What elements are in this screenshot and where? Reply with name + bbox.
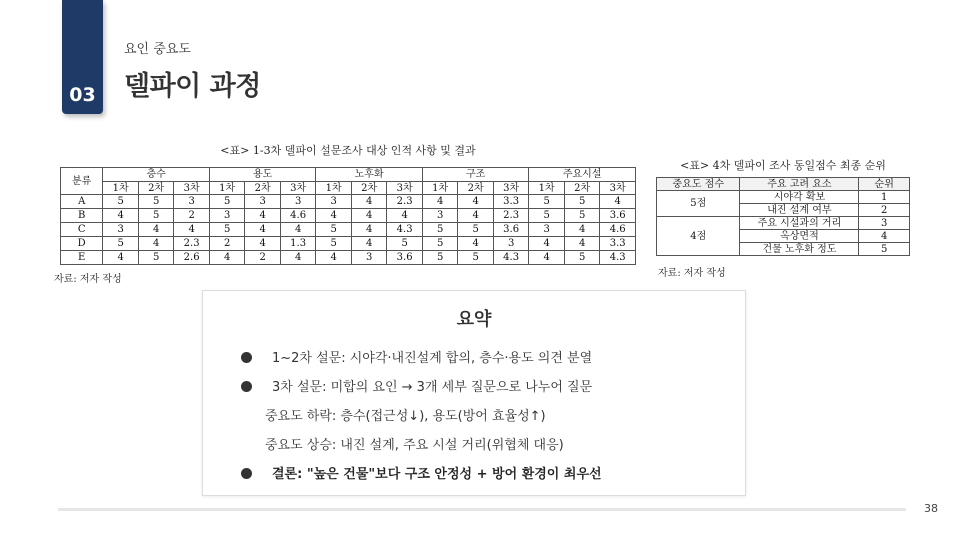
footer-divider	[58, 508, 906, 511]
table1-group-header: 구조	[422, 168, 529, 182]
table1-source: 자료: 저자 작성	[54, 274, 122, 285]
table1-cell: 5	[138, 251, 174, 265]
table2-factor-cell: 시야각 확보	[740, 191, 859, 204]
slide-subtitle: 요인 중요도	[124, 42, 191, 57]
table1-cell: 3	[245, 195, 281, 209]
table1-cell: 4	[529, 237, 565, 251]
table-row	[61, 223, 636, 237]
section-number: 03	[69, 84, 96, 106]
table1-cell: 4	[564, 223, 600, 237]
bullet-icon	[241, 352, 252, 363]
table1-cell: 2.3	[493, 209, 529, 223]
table1-cell: 2.3	[387, 195, 423, 209]
table1-cell: 2.6	[174, 251, 210, 265]
table1-cell: 4	[316, 209, 352, 223]
table1-group-header: 층수	[103, 168, 210, 182]
summary-box	[202, 290, 746, 496]
table1-cell: 3	[280, 195, 316, 209]
table1-cell: 4.6	[600, 223, 636, 237]
table-row	[61, 237, 636, 251]
table1-subheader: 2차	[564, 182, 600, 195]
table1-cell: 4.3	[600, 251, 636, 265]
table1-cell: 4	[458, 209, 494, 223]
table1-cell: 4	[280, 223, 316, 237]
bullet-icon	[241, 468, 252, 479]
table1-cell: 5	[209, 223, 245, 237]
table1-cell: 4	[138, 223, 174, 237]
table1-cell: 5	[103, 237, 139, 251]
table1-cell: 4	[280, 251, 316, 265]
table1-cell: 4	[245, 209, 281, 223]
table1-subheader: 1차	[209, 182, 245, 195]
bullet-icon	[241, 381, 252, 392]
table1-cell: 4	[458, 237, 494, 251]
summary-sub-line: 중요도 상승: 내진 설계, 주요 시설 거리(위협체 대응)	[265, 438, 564, 453]
table1-cell: 4	[351, 195, 387, 209]
table1-subheader: 3차	[280, 182, 316, 195]
table1-cell: 4	[458, 195, 494, 209]
summary-sub-line: 중요도 하락: 층수(접근성↓), 용도(방어 효율성↑)	[265, 409, 546, 424]
table1-corner-header: 분류	[61, 168, 103, 195]
table2-factor-cell: 주요 시설과의 거리	[740, 217, 859, 230]
summary-conclusion	[241, 463, 602, 482]
table1-cell: 5	[564, 209, 600, 223]
table1-cell: 2	[174, 209, 210, 223]
table1-cell: 2.3	[174, 237, 210, 251]
table1-cell: 4.6	[280, 209, 316, 223]
table2-score-cell: 5점	[657, 191, 740, 217]
table1-cell: 4	[351, 237, 387, 251]
table2-rank-cell: 2	[859, 204, 910, 217]
table1-subheader: 1차	[529, 182, 565, 195]
table1-cell: 5	[138, 209, 174, 223]
table-row	[61, 251, 636, 265]
table1-cell: 1.3	[280, 237, 316, 251]
table1-cell: 3	[209, 209, 245, 223]
table1-cell: 3	[493, 237, 529, 251]
table2-factor-cell: 내진 설계 여부	[740, 204, 859, 217]
table1-subheader: 3차	[387, 182, 423, 195]
table1-cell: 3	[174, 195, 210, 209]
table1-cell: 5	[458, 251, 494, 265]
table1-row-label: C	[61, 223, 103, 237]
table2-header: 중요도 점수	[657, 178, 740, 191]
table1-cell: 5	[103, 195, 139, 209]
table-row	[61, 209, 636, 223]
slide-title: 델파이 과정	[124, 71, 261, 102]
table1-cell: 4	[564, 237, 600, 251]
table2-rank-cell: 1	[859, 191, 910, 204]
summary-bullet	[241, 376, 592, 395]
table1-row-label: B	[61, 209, 103, 223]
table2-source: 자료: 저자 작성	[658, 268, 726, 279]
table1-cell: 4	[316, 251, 352, 265]
table1-cell: 4	[351, 223, 387, 237]
table1-cell: 4.3	[387, 223, 423, 237]
table1-cell: 3.6	[493, 223, 529, 237]
table1-cell: 3.6	[387, 251, 423, 265]
table1-cell: 4	[351, 209, 387, 223]
table1-cell: 5	[138, 195, 174, 209]
table1-cell: 3.3	[600, 237, 636, 251]
table1-cell: 5	[458, 223, 494, 237]
table2-header: 주요 고려 요소	[740, 178, 859, 191]
table1-group-header: 용도	[209, 168, 316, 182]
table1-cell: 5	[422, 237, 458, 251]
table1-cell: 3.3	[493, 195, 529, 209]
table1-subheader: 2차	[245, 182, 281, 195]
table1-cell: 5	[209, 195, 245, 209]
table2-factor-cell: 건물 노후화 정도	[740, 243, 859, 256]
summary-text: 결론: "높은 건물"보다 구조 안정성 + 방어 환경이 최우선	[272, 467, 602, 482]
table1-cell: 3	[529, 223, 565, 237]
table1-cell: 3	[103, 223, 139, 237]
table1-subheader: 2차	[351, 182, 387, 195]
table1-cell: 5	[422, 251, 458, 265]
table1-group-header: 주요시설	[529, 168, 636, 182]
table1-subheader: 3차	[600, 182, 636, 195]
table2-score-cell: 4점	[657, 217, 740, 256]
table1-row-label: E	[61, 251, 103, 265]
table1-subheader: 1차	[316, 182, 352, 195]
table1-caption: <표> 1-3차 델파이 설문조사 대상 인적 사항 및 결과	[220, 144, 476, 157]
table1-cell: 3	[316, 195, 352, 209]
table2-rank-cell: 3	[859, 217, 910, 230]
summary-title: 요약	[456, 309, 492, 330]
table1-cell: 5	[529, 209, 565, 223]
table-row	[61, 195, 636, 209]
table1-cell: 4	[103, 209, 139, 223]
table1-row-label: A	[61, 195, 103, 209]
table1-cell: 4	[138, 237, 174, 251]
table1-cell: 4	[209, 251, 245, 265]
table1-cell: 5	[387, 237, 423, 251]
table1-cell: 4	[174, 223, 210, 237]
final-rank-table	[656, 177, 910, 256]
table1-cell: 3.6	[600, 209, 636, 223]
page-number: 38	[924, 502, 938, 515]
table1-subheader: 2차	[138, 182, 174, 195]
table2-factor-cell: 옥상면적	[740, 230, 859, 243]
table1-cell: 4	[422, 195, 458, 209]
table1-cell: 3	[351, 251, 387, 265]
table1-cell: 4	[245, 223, 281, 237]
table1-cell: 5	[564, 195, 600, 209]
table2-header: 순위	[859, 178, 910, 191]
table1-cell: 5	[529, 195, 565, 209]
table1-cell: 2	[245, 251, 281, 265]
table1-subheader: 2차	[458, 182, 494, 195]
section-badge	[62, 0, 103, 114]
table1-cell: 2	[209, 237, 245, 251]
table1-cell: 4	[245, 237, 281, 251]
table1-cell: 5	[564, 251, 600, 265]
summary-bullet	[241, 347, 592, 366]
table1-cell: 5	[316, 237, 352, 251]
table1-row-label: D	[61, 237, 103, 251]
table1-cell: 4	[600, 195, 636, 209]
table2-rank-cell: 5	[859, 243, 910, 256]
summary-text: 3차 설문: 미합의 요인 → 3개 세부 질문으로 나누어 질문	[272, 380, 593, 395]
table1-cell: 4.3	[493, 251, 529, 265]
table1-cell: 4	[103, 251, 139, 265]
table1-group-header: 노후화	[316, 168, 423, 182]
table1-cell: 5	[316, 223, 352, 237]
table1-cell: 4	[387, 209, 423, 223]
table2-caption: <표> 4차 델파이 조사 동일점수 최종 순위	[680, 159, 886, 172]
table1-subheader: 1차	[103, 182, 139, 195]
table2-rank-cell: 4	[859, 230, 910, 243]
summary-text: 1~2차 설문: 시야각·내진설계 합의, 층수·용도 의견 분열	[272, 351, 593, 366]
table1-subheader: 3차	[493, 182, 529, 195]
table1-cell: 5	[422, 223, 458, 237]
table1-cell: 3	[422, 209, 458, 223]
table1-cell: 4	[529, 251, 565, 265]
table1-subheader: 3차	[174, 182, 210, 195]
delphi-results-table	[60, 167, 636, 265]
table1-subheader: 1차	[422, 182, 458, 195]
